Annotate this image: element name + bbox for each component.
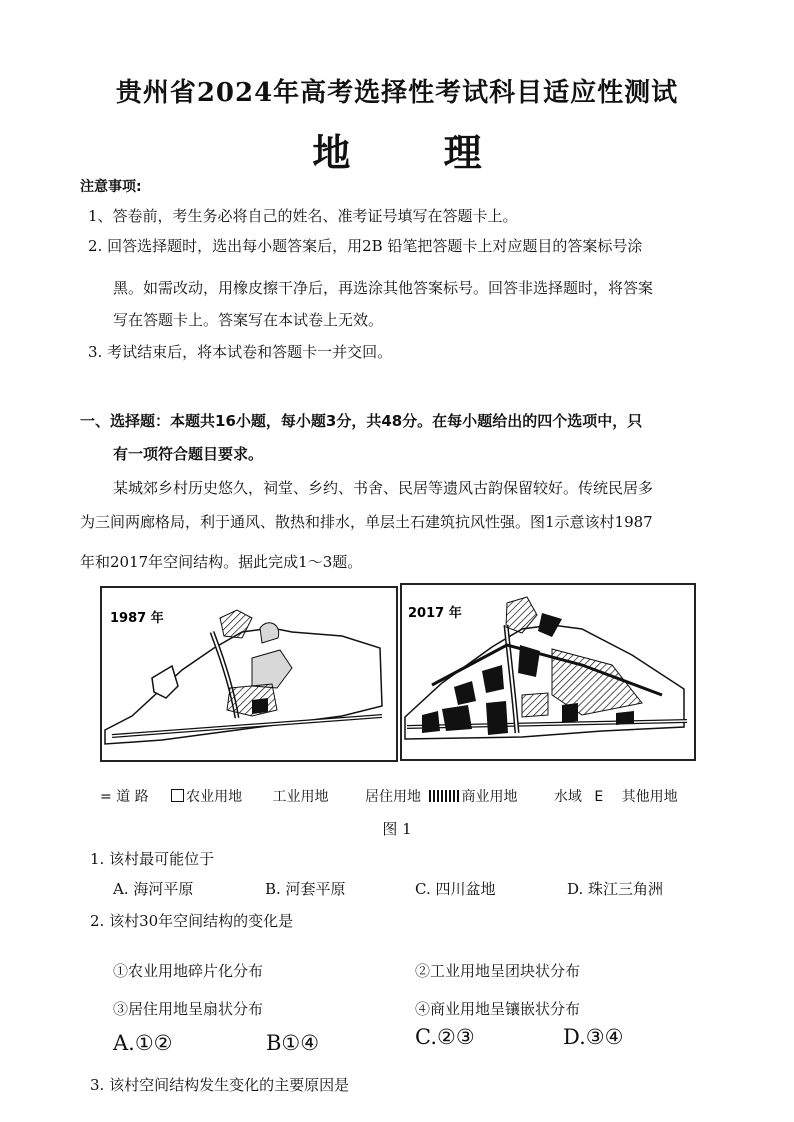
- q2-statement-1: ①农业用地碎片化分布: [113, 962, 264, 980]
- passage-line-2: 为三间两廊格局，利于通风、散热和排水，单层土石建筑抗风性强。图1示意该村1987: [80, 513, 653, 531]
- map-1987-drawing: [102, 588, 396, 760]
- q1-option-a: A. 海河平原: [113, 880, 194, 898]
- q2-stem: 2. 该村30年空间结构的变化是: [90, 912, 294, 930]
- q2-option-b: B①④: [266, 1031, 320, 1055]
- legend-agri: [171, 786, 242, 806]
- passage-line-3: 年和2017年空间结构。据此完成1～3题。: [80, 553, 363, 571]
- legend-commercial: [429, 786, 517, 806]
- map-1987: [100, 586, 398, 762]
- map-1987-year: 1987 年: [110, 611, 164, 626]
- legend-other-mark: E: [594, 789, 604, 805]
- notice-item-3: 3. 考试结束后，将本试卷和答题卡一并交回。: [88, 343, 393, 361]
- figure-caption: 图 1: [382, 820, 412, 838]
- legend-agri-label: 农业用地: [186, 789, 243, 805]
- section-heading: 一、选择题：本题共16小题，每小题3分，共48分。在每小题给出的四个选项中，只: [80, 412, 643, 430]
- exam-title: 贵州省2024年高考选择性考试科目适应性测试: [115, 78, 679, 108]
- notice-item-2-cont-1: 黑。如需改动，用橡皮擦干净后，再选涂其他答案标号。回答非选择题时，将答案: [113, 279, 654, 297]
- q1-option-c: C. 四川盆地: [415, 880, 496, 898]
- map-2017: [400, 583, 696, 761]
- map-2017-year: 2017 年: [408, 606, 462, 621]
- commercial-pattern-icon: [429, 790, 461, 802]
- q1-option-d: D. 珠江三角洲: [567, 880, 664, 898]
- passage-line-1: 某城郊乡村历史悠久，祠堂、乡约、书舍、民居等遗风古韵保留较好。传统民居多: [113, 479, 654, 497]
- map-legend: [100, 786, 696, 806]
- map-2017-drawing: [402, 585, 694, 759]
- q2-option-d: D.③④: [563, 1025, 624, 1049]
- notice-heading: 注意事项:: [80, 179, 142, 195]
- notice-item-1: 1、答卷前，考生务必将自己的姓名、准考证号填写在答题卡上。: [88, 207, 518, 225]
- q2-statement-4: ④商业用地呈镶嵌状分布: [415, 1000, 581, 1018]
- q1-option-b: B. 河套平原: [265, 880, 346, 898]
- q3-stem: 3. 该村空间结构发生变化的主要原因是: [90, 1076, 350, 1094]
- q2-statement-3: ③居住用地呈扇状分布: [113, 1000, 264, 1018]
- notice-item-2-cont-2: 写在答题卡上。答案写在本试卷上无效。: [113, 311, 384, 329]
- legend-other: 其他用地: [621, 789, 678, 805]
- notice-item-2: 2. 回答选择题时，选出每小题答案后，用2B 铅笔把答题卡上对应题目的答案标号涂: [88, 237, 643, 255]
- q2-statement-2: ②工业用地呈团块状分布: [415, 962, 581, 980]
- q2-option-c: C.②③: [415, 1025, 475, 1049]
- legend-water: 水域: [553, 789, 582, 805]
- subject-title: 地 理: [312, 130, 522, 175]
- q1-stem: 1. 该村最可能位于: [90, 850, 215, 868]
- agri-square-icon: [171, 789, 184, 802]
- q2-option-a: A.①②: [113, 1031, 173, 1055]
- legend-commercial-label: 商业用地: [461, 789, 518, 805]
- legend-industry: 工业用地: [272, 789, 329, 805]
- section-heading-cont: 有一项符合题目要求。: [113, 445, 264, 463]
- legend-residential: 居住用地: [365, 789, 421, 805]
- legend-road: = 道 路: [100, 789, 149, 805]
